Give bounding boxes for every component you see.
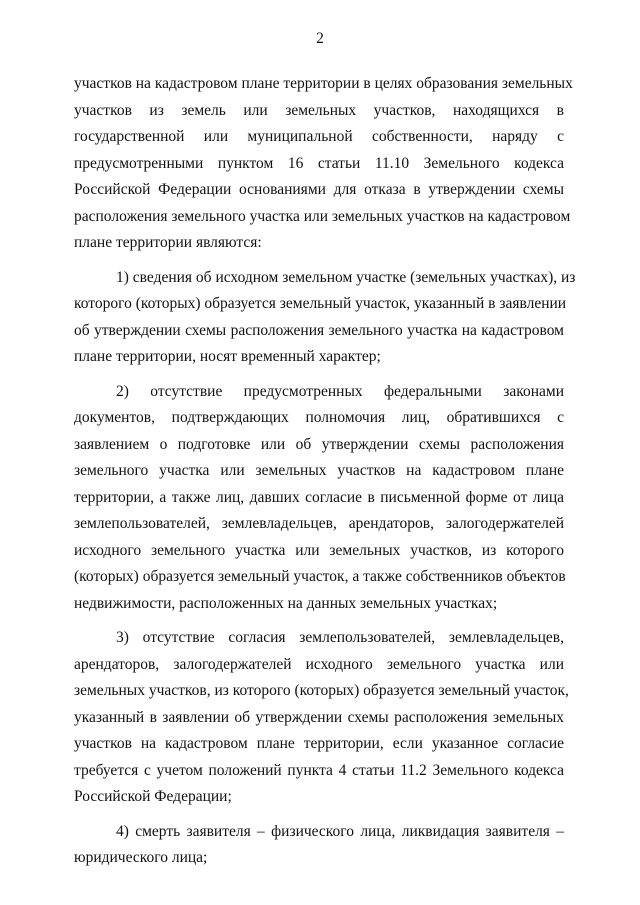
text-line: указанный в заявлении об утверждении схемы расположения земельных (74, 708, 564, 726)
page-number: 2 (316, 30, 324, 47)
paragraph-item-3 (74, 625, 569, 811)
text-line: 2) отсутствие предусмотренных федеральными законами (116, 382, 564, 400)
paragraph-item-1 (74, 265, 576, 371)
text-line: юридического лица; (74, 849, 208, 866)
text-line: предусмотренными пунктом 16 статьи 11.10 Земельного кодекса (74, 154, 564, 172)
text-line: земельных участков, из которого (которых) образуется земельный участок, (74, 682, 569, 699)
text-line: арендаторов, залогодержателей исходного земельного участка или (74, 655, 564, 673)
text-line: земельного участка или земельных участков на кадастровом плане (74, 462, 564, 479)
text-line: территории, а также лиц, давших согласие в письменной форме от лица (74, 488, 564, 506)
text-line: участков на кадастровом плане территории, если указанное согласие (74, 735, 564, 752)
text-line: Российской Федерации основаниями для отказа в утверждении схемы (74, 181, 564, 198)
text-line: требуется с учетом положений пункта 4 статьи 11.2 Земельного кодекса (74, 761, 564, 779)
text-line: участков на кадастровом плане территории в целях образования земельных (74, 75, 573, 92)
text-line: 4) смерть заявителя – физического лица, ликвидация заявителя – (116, 822, 564, 840)
paragraph-item-2 (74, 379, 564, 618)
text-line: заявлением о подготовке или об утверждении схемы расположения (74, 435, 564, 453)
text-line: Российской Федерации; (74, 788, 232, 805)
text-line: плане территории являются: (74, 234, 262, 251)
text-line: землепользователей, землевладельцев, арендаторов, залогодержателей (74, 515, 564, 532)
text-line: участков из земель или земельных участков, находящихся в (74, 101, 564, 119)
text-line: 1) сведения об исходном земельном участке (земельных участках), из (116, 268, 576, 286)
text-line: документов, подтверждающих полномочия лиц, обратившихся с (74, 409, 564, 426)
text-line: 3) отсутствие согласия землепользователей, землевладельцев, (116, 629, 564, 646)
paragraph-intro (74, 71, 573, 257)
text-line: (которых) образуется земельный участок, а также собственников объектов (74, 568, 566, 585)
text-line: которого (которых) образуется земельный участок, указанный в заявлении (74, 295, 567, 312)
document-body (74, 71, 576, 872)
text-line: государственной или муниципальной собственности, наряду с (74, 128, 564, 145)
text-line: расположения земельного участка или земельных участков на кадастровом (74, 207, 571, 225)
text-line: об утверждении схемы расположения земельного участка на кадастровом (74, 321, 564, 339)
paragraph-item-4 (74, 819, 564, 872)
text-line: недвижимости, расположенных на данных земельных участках; (74, 594, 498, 612)
text-line: исходного земельного участка или земельных участков, из которого (74, 541, 564, 559)
text-line: плане территории, носят временный характер; (74, 348, 381, 365)
